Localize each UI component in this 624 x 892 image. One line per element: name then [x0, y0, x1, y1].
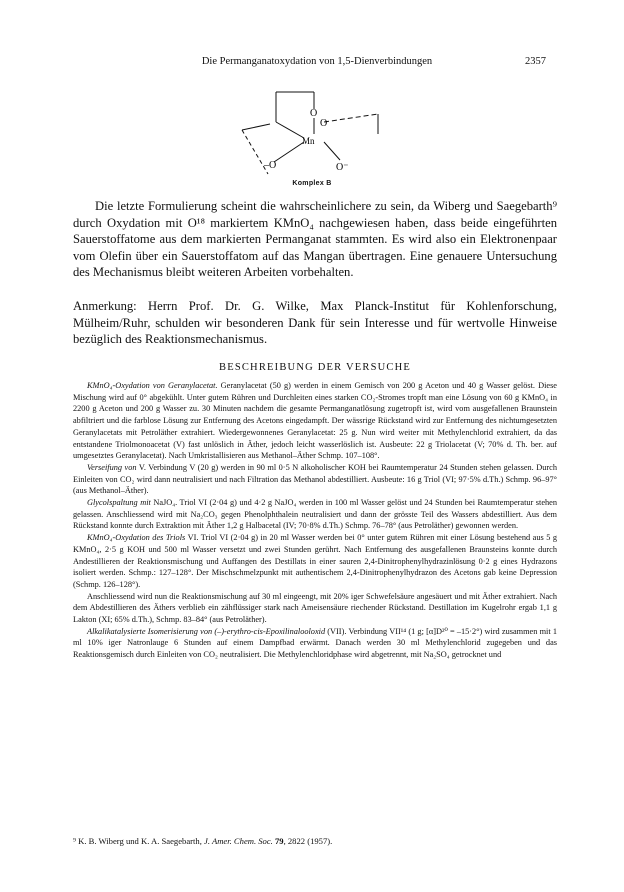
dashed-bond — [324, 114, 378, 122]
experimental-section — [73, 380, 557, 661]
oxygen-label: O — [310, 108, 318, 119]
footnote-journal: J. Amer. Chem. Soc. — [204, 836, 273, 846]
experiment-title: KMnO₄-Oxydation des Triols — [87, 533, 186, 543]
section-heading: BESCHREIBUNG DER VERSUCHE — [219, 362, 411, 373]
footnote-authors: K. B. Wiberg und K. A. Saegebarth, — [76, 836, 204, 846]
experiment-paragraph — [73, 497, 557, 532]
experiment-title: Glycolspaltung mit — [87, 498, 151, 508]
manganese-label: Mn — [302, 136, 315, 146]
experiment-text: V. Verbindung V (20 g) werden in 90 ml 0·5 N alkoholischer KOH bei Raumtemperatur 24 Stunden stehen gelassen. Durch Einleiten von CO₂ wird dann neutralisiert und nach Filtration das Methanol abdestilliert. Ausbeute: 16 g Triol (VI; 97·5% d.Th.) Schmp. 96–97° (aus Methanol–Äther). — [73, 462, 557, 496]
experiment-paragraph — [73, 591, 557, 626]
page-number: 2357 — [525, 56, 546, 67]
footnote-marker: ⁹ — [73, 836, 76, 846]
experiment-title: Alkalikatalysierte Isomerisierung von (–)-erythro-cis-Epoxilinalooloxid — [87, 626, 326, 636]
experiment-text: VI. Triol VI (2·04 g) in 20 ml Wasser werden bei 0° unter gutem Rühren mit einer Lösung bestehend aus 5 g KMnO₄, 2·5 g KOH und 500 ml Wasser versetzt und zwei Stunden gerührt. Nach Entfernung des ausgefallenen Braunsteins konnte durch Andestillieren der Reaktionsmischung und Auffangen des Destillats in einer sauren 2,4-Dinitrophenylhydrazinlösung 0·2 g eines Hydrazons isoliert werden. Schmp.: 127–128°. Der Mischschmelzpunkt mit authentischem 2,4-Dinitrophenylhydrazon des Acetons gab keine Depression (Schmp. 126–128°). — [73, 533, 558, 589]
running-title: Die Permanganatoxydation von 1,5-Dienverbindungen — [201, 56, 433, 67]
figure-caption: Komplex B — [292, 180, 332, 187]
o-minus-label: O⁻ — [336, 162, 349, 173]
experiment-paragraph — [73, 380, 557, 462]
bond-line — [276, 122, 304, 138]
experiment-title: KMnO₄-Oxydation von Geranylacetat. — [87, 381, 218, 390]
experiment-text: NaJO₄. Triol VI (2·04 g) und 4·2 g NaJO₄ werden in 100 ml Wasser gelöst und 24 Stunden bei Raumtemperatur stehen gelassen. Anschliessend wird mit Na₂CO₃ gegen Phenolphthalein neutralisiert und dann der grösste Teil des Wassers abdestilliert. Aus dem Rückstand konnte durch Extraktion mit Äther 1,2 g Halbacetal (IV; 70·8% d.Th.) Schmp. 76–78° (aus Petroläther) gewonnen werden. — [73, 498, 557, 531]
bond-line — [324, 142, 340, 160]
complex-b-structure — [228, 82, 396, 182]
experiment-paragraph — [73, 462, 557, 497]
footnote-rest: , 2822 (1957). — [283, 836, 333, 846]
body-text — [73, 198, 557, 281]
footnote-volume: 79 — [272, 836, 284, 846]
bond-line — [242, 124, 270, 130]
o-minus-label: –O — [264, 160, 277, 171]
acknowledgement — [73, 298, 557, 348]
paragraph-acknowledgement: Anmerkung: Herrn Prof. Dr. G. Wilke, Max Planck-Institut für Kohlenforschung, Mülheim/Ruhr, schulden wir besonderen Dank für sein Interesse und für wertvolle Hinweise bezüglich des Reaktionsmechanismus. — [73, 299, 557, 347]
experiment-paragraph — [73, 532, 557, 591]
experiment-paragraph — [73, 626, 557, 661]
bond-line — [274, 142, 304, 162]
running-header — [88, 56, 546, 70]
experiment-text: (VII). Verbindung VII¹⁴ (1 g; [α]D²⁰ = –15·2°) wird zusammen mit 1 ml 10% iger Natronlauge 6 Stunden auf einem Dampfbad erwärmt. Danach werden 30 ml Methylenchlorid zugegeben und das Reaktionsgemisch durch Einleiten von CO₂ neutralisiert. Die Methylenchloridphase wird abgetrennt, mit Na₂SO₄ getrocknet und — [73, 626, 557, 660]
experiment-text: Geranylacetat (50 g) werden in einem Gemisch von 200 g Aceton und 40 g Wasser gelöst. Diese Mischung wird auf 0° abgekühlt. Unter gutem Rühren und Durchleiten eines starken CO₂-Stromes tropft man eine Lösung von 60 g KMnO₄ in 2200 g Aceton und 200 g Wasser zu. 30 Minuten nachdem die gesamte Permanganatlösung zugetropft ist, wird vom ausgefallenen Braunstein abfiltriert und die farblose Lösung zur Entfernung des Acetons eingedampft. Der wässrige Rückstand wird zur Entfernung des nichtumgesetzten Geranylacetats mit Petroläther extrahiert. Wiedergewonnenes Geranylacetat: 25 g. Nun wird weiter mit Methylenchlorid extrahiert, da das entstandene Triolmonoacetat (V) fast unlöslich in Äther, jedoch leicht wasserlöslich ist. Ausbeute: 22 g Triolacetat (V; 70% d. Th. ber. auf umgesetztes Geranylacetat). Nach Umkristallisieren aus Methanol–Äther Schmp. 107–108°. — [73, 381, 557, 461]
experiment-title: Verseifung von — [87, 462, 137, 472]
oxygen-label: O — [320, 118, 328, 129]
footnote — [73, 836, 557, 846]
experiment-text: Anschliessend wird nun die Reaktionsmischung auf 30 ml eingeengt, mit 20% iger Schwefelsäure angesäuert und mit Äther extrahiert. Nach dem Abdestillieren des Äthers verblieb ein zähflüssiger stark nach Ameisensäure riechender Rückstand. Destillation im Kugelrohr ergab 1,1 g Lakton (XI; 65% d.Th.), Schmp. 83–84° (aus Petroläther). — [73, 591, 557, 625]
paragraph-conclusion: Die letzte Formulierung scheint die wahrscheinlichere zu sein, da Wiberg und Saegebarth⁹ durch Oxydation mit O¹⁸ markiertem KMnO₄ nachgewiesen haben, dass beide eingeführten Sauerstoffatome aus dem markierten Permanganat stammten. Es wird also ein Elektronenpaar vom Olefin über ein Sauerstoffatom auf das Mangan übertragen. Eine genauere Untersuchung des Mechanismus bleibt weiteren Arbeiten vorbehalten. — [73, 199, 557, 280]
